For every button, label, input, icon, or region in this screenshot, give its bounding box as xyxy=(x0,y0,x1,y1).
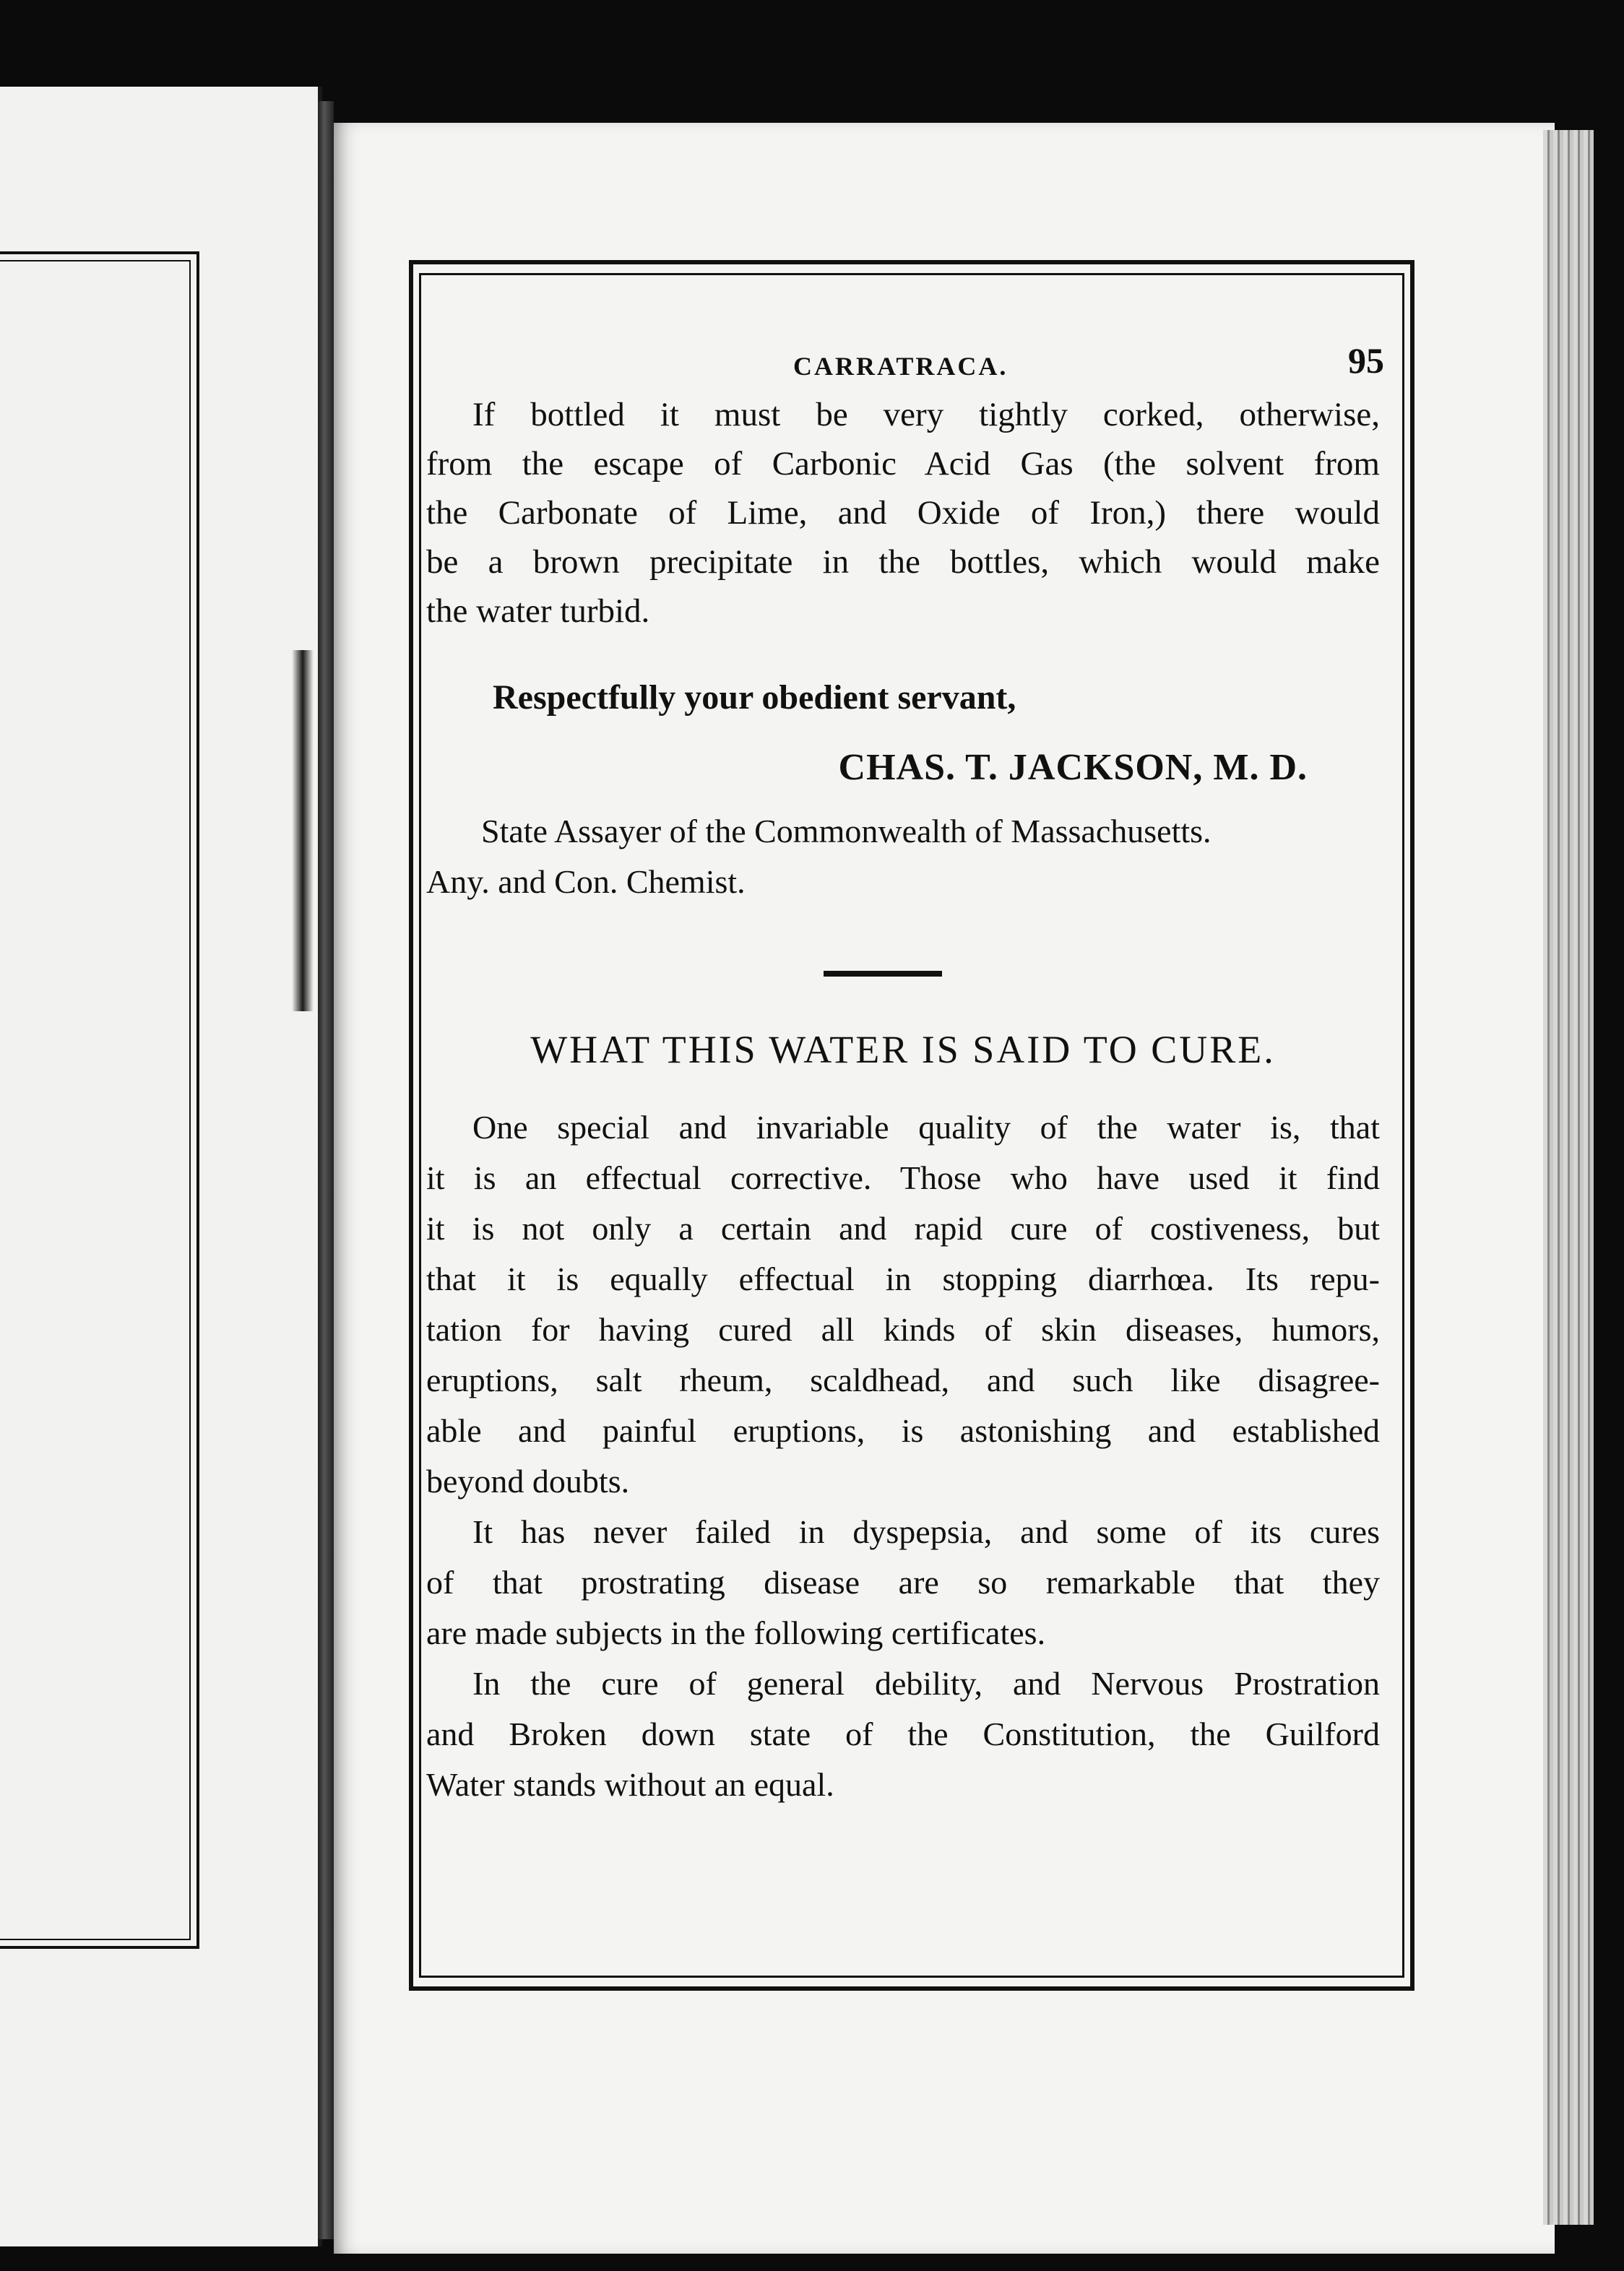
body-paragraph xyxy=(426,1507,1380,1658)
text-line: it is an effectual corrective. Those who have used it find xyxy=(426,1159,1380,1196)
text-line: of that prostrating disease are so remarkable that they xyxy=(426,1564,1380,1601)
text-line: are made subjects in the following certificates. xyxy=(426,1614,1046,1651)
body-paragraph xyxy=(426,1658,1380,1810)
running-head-title: CARRATRACA. xyxy=(793,352,1008,381)
body-paragraph xyxy=(426,1102,1380,1507)
page-number: 95 xyxy=(1348,340,1384,381)
binding-shadow xyxy=(292,650,314,1011)
book-gutter xyxy=(318,101,334,2239)
text-line: It has never failed in dyspepsia, and some of its cures xyxy=(472,1513,1380,1550)
letter-closing: Respectfully your obedient servant, xyxy=(493,678,1016,717)
section-divider xyxy=(824,971,942,977)
signatory-title-2: Any. and Con. Chemist. xyxy=(426,863,746,900)
left-facing-page xyxy=(0,87,322,2246)
text-line: tation for having cured all kinds of skin diseases, humors, xyxy=(426,1311,1380,1348)
signatory-title: State Assayer of the Commonwealth of Massachusetts. xyxy=(481,813,1211,849)
text-line: In the cure of general debility, and Nervous Prostration xyxy=(472,1665,1380,1702)
text-line: One special and invariable quality of the water is, that xyxy=(472,1109,1380,1146)
left-page-border-inner xyxy=(0,260,191,1940)
page-edges xyxy=(1543,130,1594,2225)
text-line: beyond doubts. xyxy=(426,1463,630,1500)
text-line: from the escape of Carbonic Acid Gas (the solvent from xyxy=(426,445,1380,483)
text-line: be a brown precipitate in the bottles, which would make xyxy=(426,543,1380,581)
text-line: the water turbid. xyxy=(426,592,650,630)
text-line: eruptions, salt rheum, scaldhead, and such like disagree- xyxy=(426,1362,1380,1398)
text-line: and Broken down state of the Constitution, the Guilford xyxy=(426,1716,1380,1752)
signature: CHAS. T. JACKSON, M. D. xyxy=(838,747,1308,788)
running-head xyxy=(426,339,1384,390)
text-line: that it is equally effectual in stopping diarrhœa. Its repu- xyxy=(426,1260,1380,1297)
text-line: If bottled it must be very tightly corked, otherwise, xyxy=(472,396,1380,433)
text-line: the Carbonate of Lime, and Oxide of Iron,) there would xyxy=(426,494,1380,532)
text-line: it is not only a certain and rapid cure of costiveness, but xyxy=(426,1210,1380,1247)
letter-paragraph xyxy=(426,390,1380,636)
section-heading: WHAT THIS WATER IS SAID TO CURE. xyxy=(530,1028,1276,1071)
page-content xyxy=(426,339,1384,1810)
text-line: able and painful eruptions, is astonishing and established xyxy=(426,1412,1380,1449)
text-line: Water stands without an equal. xyxy=(426,1766,834,1803)
